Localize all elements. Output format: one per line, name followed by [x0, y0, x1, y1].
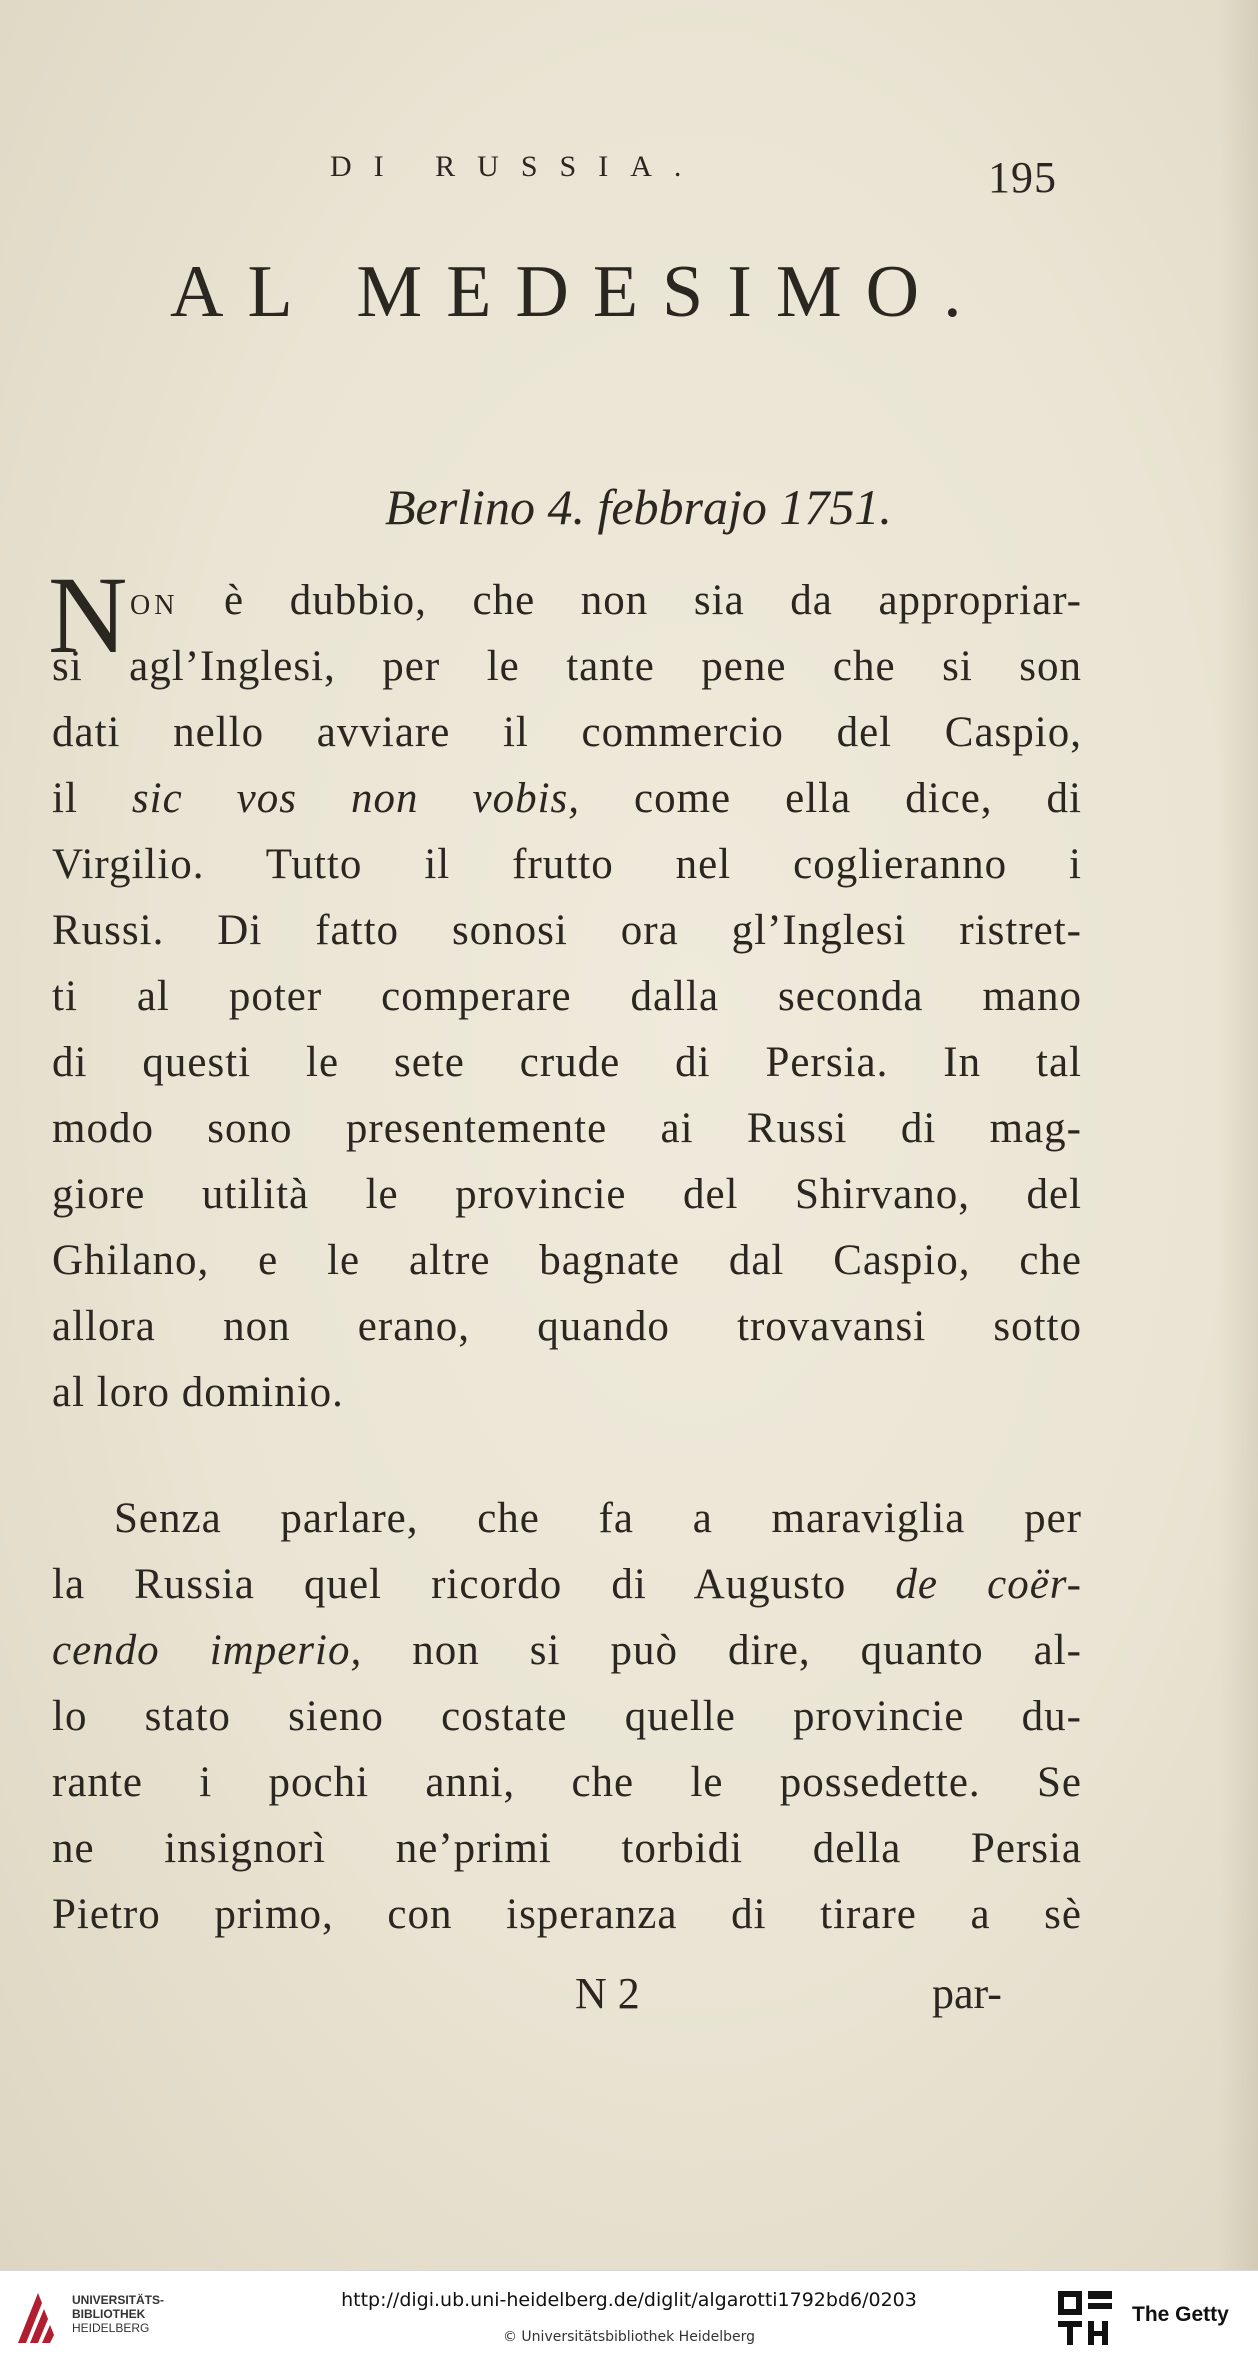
- drop-cap: N: [48, 554, 128, 676]
- text-line: Senza parlare, che fa a maraviglia per: [114, 1495, 1082, 1542]
- paragraph-1: [52, 568, 1082, 1426]
- signature-mark: N 2: [575, 1969, 640, 2018]
- text-line: di questi le sete crude di Persia. In tal: [52, 1039, 1082, 1086]
- text-line: rante i pochi anni, che le possedette. Se: [52, 1759, 1082, 1806]
- text-line: cendo imperio, non si può dire, quanto al-: [52, 1627, 1083, 1674]
- dateline: Berlino 4. febbrajo 1751.: [385, 479, 892, 535]
- text-line: il sic vos non vobis, come ella dice, di: [52, 775, 1083, 822]
- getty-logo-icon: [1056, 2289, 1114, 2347]
- text-line: ne insignorì ne’primi torbidi della Persia: [52, 1825, 1082, 1872]
- text-line: Pietro primo, con isperanza di tirare a sè: [52, 1891, 1082, 1938]
- running-head: DI RUSSIA.: [330, 150, 704, 183]
- text-line: Virgilio. Tutto il frutto nel coglieranno i: [52, 841, 1082, 888]
- text-line: ON è dubbio, che non sia da appropriar-: [130, 577, 1082, 624]
- paragraph-2: [52, 1486, 1082, 1948]
- catchword: par-: [932, 1969, 1002, 2018]
- text-line: la Russia quel ricordo di Augusto de coër-: [52, 1561, 1082, 1608]
- viewer-footer: [0, 2270, 1258, 2364]
- permalink-url[interactable]: http://digi.ub.uni-heidelberg.de/diglit/algarotti1792bd6/0203: [341, 2289, 917, 2311]
- text-line: modo sono presentemente ai Russi di mag-: [52, 1105, 1082, 1152]
- library-name: UNIVERSITÄTS- BIBLIOTHEK HEIDELBERG: [72, 2293, 165, 2335]
- text-line: giore utilità le provincie del Shirvano, del: [52, 1171, 1082, 1218]
- text-line: lo stato sieno costate quelle provincie du-: [52, 1693, 1082, 1740]
- text-line: si agl’Inglesi, per le tante pene che si son: [52, 643, 1082, 690]
- partner-name: The Getty: [1132, 2303, 1229, 2326]
- text-line: ti al poter comperare dalla seconda mano: [52, 973, 1082, 1020]
- text-line: dati nello avviare il commercio del Caspio,: [52, 709, 1082, 756]
- copyright-notice: © Universitätsbibliothek Heidelberg: [502, 2329, 755, 2345]
- text-line: al loro dominio.: [52, 1369, 344, 1416]
- text-line: allora non erano, quando trovavansi sotto: [52, 1303, 1082, 1350]
- text-line: Ghilano, e le altre bagnate dal Caspio, che: [52, 1237, 1082, 1284]
- page-title: AL MEDESIMO.: [170, 251, 986, 333]
- page-number: 195: [988, 153, 1057, 202]
- text-line: Russi. Di fatto sonosi ora gl’Inglesi ristret-: [52, 907, 1082, 954]
